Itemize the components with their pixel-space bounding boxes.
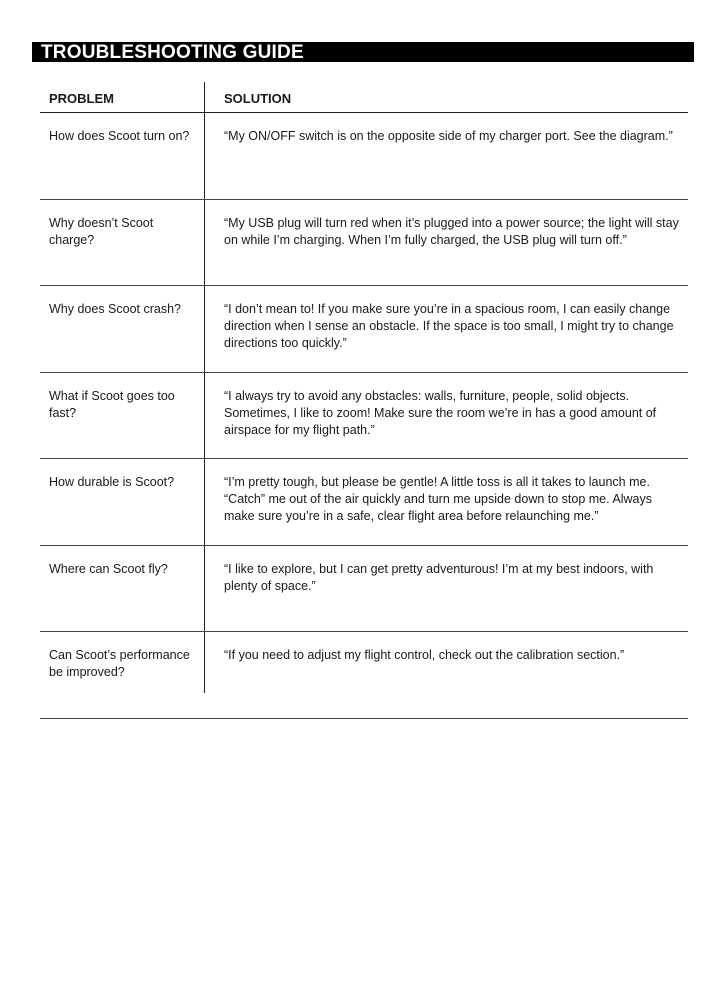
- table-row: [40, 546, 688, 633]
- table-row: [40, 200, 688, 287]
- solution-cell: “I like to explore, but I can get pretty adventurous! I’m at my best indoors, with plenty of space.”: [224, 561, 654, 593]
- solution-column-header: SOLUTION: [224, 91, 292, 106]
- problem-cell: Where can Scoot fly?: [49, 561, 168, 576]
- solution-cell: “My USB plug will turn red when it’s plugged into a power source; the light will stay on while I’m charging. When I’m fully charged, the USB plug will turn off.”: [224, 215, 679, 247]
- table-row: [40, 373, 688, 460]
- table-row: [40, 459, 688, 546]
- table-header-row: [40, 82, 688, 113]
- table-row: [40, 286, 688, 373]
- troubleshooting-table: [40, 82, 688, 719]
- problem-cell: What if Scoot goes too fast?: [49, 388, 175, 420]
- solution-cell: “If you need to adjust my flight control, check out the calibration section.”: [224, 648, 625, 662]
- problem-cell: How durable is Scoot?: [49, 475, 175, 489]
- solution-cell: “I don’t mean to! If you make sure you’re in a spacious room, I can easily change direction when I sense an obstacle. If the space is too small, I might try to change directions too quickly.”: [224, 302, 674, 350]
- table-row: [40, 113, 688, 200]
- problem-cell: Can Scoot’s performance be improved?: [49, 648, 190, 679]
- table-row: [40, 632, 688, 719]
- page-title: TROUBLESHOOTING GUIDE: [32, 42, 694, 62]
- problem-cell: Why doesn’t Scoot charge?: [49, 215, 154, 247]
- solution-cell: “I’m pretty tough, but please be gentle! A little toss is all it takes to launch me. “Catch” me out of the air quickly and turn me upside down to stop me. Always make sure you’re in a safe, clear flight area before relaunching me.”: [224, 475, 652, 523]
- problem-cell: Why does Scoot crash?: [49, 302, 182, 316]
- solution-cell: “I always try to avoid any obstacles: walls, furniture, people, solid objects. Sometimes, I like to zoom! Make sure the room we’re in has a good amount of airspace for my flight path.”: [224, 388, 657, 437]
- problem-cell: How does Scoot turn on?: [49, 129, 190, 143]
- problem-column-header: PROBLEM: [49, 91, 114, 106]
- solution-cell: “My ON/OFF switch is on the opposite side of my charger port. See the diagram.”: [224, 129, 673, 143]
